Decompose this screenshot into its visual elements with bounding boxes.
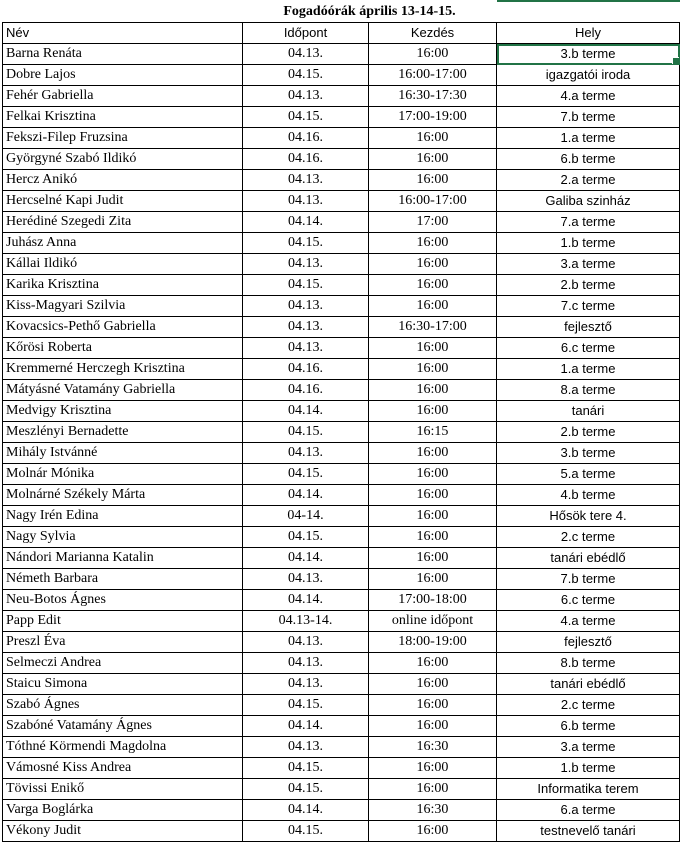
cell-date[interactable]: 04.13. xyxy=(243,443,369,464)
cell-place[interactable]: 8.b terme xyxy=(497,653,680,674)
cell-place[interactable]: 4.b terme xyxy=(497,485,680,506)
cell-date[interactable]: 04.16. xyxy=(243,359,369,380)
cell-place[interactable]: Hősök tere 4. xyxy=(497,506,680,527)
cell-date[interactable]: 04.15. xyxy=(243,107,369,128)
cell-start[interactable]: 16:00 xyxy=(369,254,497,275)
table-row xyxy=(3,506,680,527)
cell-start[interactable]: 16:00 xyxy=(369,548,497,569)
cell-date[interactable]: 04.15. xyxy=(243,527,369,548)
cell-name[interactable]: Hercselné Kapi Judit xyxy=(3,191,243,212)
cell-place[interactable]: 2.c terme xyxy=(497,695,680,716)
table-row xyxy=(3,758,680,779)
cell-start[interactable]: 16:15 xyxy=(369,422,497,443)
cell-place[interactable]: 2.b terme xyxy=(497,422,680,443)
table-row xyxy=(3,65,680,86)
table-row xyxy=(3,632,680,653)
table-row xyxy=(3,443,680,464)
cell-place[interactable]: Galiba szinház xyxy=(497,191,680,212)
cell-date[interactable]: 04-14. xyxy=(243,506,369,527)
cell-date[interactable]: 04.13. xyxy=(243,653,369,674)
cell-place[interactable]: 3.a terme xyxy=(497,254,680,275)
cell-date[interactable]: 04.14. xyxy=(243,716,369,737)
spreadsheet-grid xyxy=(2,2,680,842)
cell-date[interactable]: 04.15. xyxy=(243,821,369,842)
table-row xyxy=(3,254,680,275)
table-row xyxy=(3,380,680,401)
cell-name[interactable]: Nagy Sylvia xyxy=(3,527,243,548)
table-row xyxy=(3,233,680,254)
cell-start[interactable]: 16:00 xyxy=(369,149,497,170)
table-row xyxy=(3,44,680,65)
cell-start[interactable]: 16:00 xyxy=(369,44,497,65)
cell-start[interactable]: 16:00 xyxy=(369,275,497,296)
cell-date[interactable]: 04.13. xyxy=(243,737,369,758)
cell-date[interactable]: 04.15. xyxy=(243,779,369,800)
cell-date[interactable]: 04.13. xyxy=(243,317,369,338)
cell-name[interactable]: Preszl Éva xyxy=(3,632,243,653)
table-row xyxy=(3,590,680,611)
cell-start[interactable]: 16:00 xyxy=(369,695,497,716)
cell-date[interactable]: 04.15. xyxy=(243,695,369,716)
cell-date[interactable]: 04.13. xyxy=(243,170,369,191)
table-row xyxy=(3,128,680,149)
cell-name[interactable]: Neu-Botos Ágnes xyxy=(3,590,243,611)
cell-start[interactable]: 16:00 xyxy=(369,653,497,674)
cell-place[interactable]: 3.b terme xyxy=(497,443,680,464)
table-row xyxy=(3,527,680,548)
cell-name[interactable]: Tóthné Körmendi Magdolna xyxy=(3,737,243,758)
table-row xyxy=(3,149,680,170)
column-header-place[interactable]: Hely xyxy=(497,23,680,44)
table-row xyxy=(3,275,680,296)
table-row xyxy=(3,191,680,212)
cell-start[interactable]: online időpont xyxy=(369,611,497,632)
cell-place[interactable]: 1.b terme xyxy=(497,758,680,779)
cell-start[interactable]: 16:30 xyxy=(369,800,497,821)
cell-place[interactable]: 6.a terme xyxy=(497,800,680,821)
table-row xyxy=(3,611,680,632)
cell-place[interactable]: 6.c terme xyxy=(497,590,680,611)
cell-name[interactable]: Felkai Krisztina xyxy=(3,107,243,128)
cell-date[interactable]: 04.14. xyxy=(243,548,369,569)
cell-name[interactable]: Varga Boglárka xyxy=(3,800,243,821)
cell-name[interactable]: Barna Renáta xyxy=(3,44,243,65)
table-row xyxy=(3,317,680,338)
cell-date[interactable]: 04.14. xyxy=(243,212,369,233)
table-row xyxy=(3,359,680,380)
cell-date[interactable]: 04.15. xyxy=(243,422,369,443)
cell-place[interactable]: 6.b terme xyxy=(497,149,680,170)
cell-name[interactable]: Mátyásné Vatamány Gabriella xyxy=(3,380,243,401)
cell-place[interactable]: tanári xyxy=(497,401,680,422)
cell-name[interactable]: Herédiné Szegedi Zita xyxy=(3,212,243,233)
table-row xyxy=(3,569,680,590)
cell-date[interactable]: 04.14. xyxy=(243,590,369,611)
cell-name[interactable]: Vékony Judit xyxy=(3,821,243,842)
cell-place[interactable]: 1.a terme xyxy=(497,359,680,380)
title-row xyxy=(3,2,680,23)
cell-name[interactable]: Fekszi-Filep Fruzsina xyxy=(3,128,243,149)
cell-date[interactable]: 04.15. xyxy=(243,464,369,485)
table-row xyxy=(3,485,680,506)
cell-name[interactable]: Nagy Irén Edina xyxy=(3,506,243,527)
fill-handle[interactable] xyxy=(672,57,680,65)
cell-name[interactable]: Dobre Lajos xyxy=(3,65,243,86)
cell-name[interactable]: Hercz Anikó xyxy=(3,170,243,191)
table-row xyxy=(3,296,680,317)
cell-start[interactable]: 16:00 xyxy=(369,401,497,422)
cell-date[interactable]: 04.14. xyxy=(243,800,369,821)
cell-name[interactable]: Mihály Istvánné xyxy=(3,443,243,464)
cell-date[interactable]: 04.13. xyxy=(243,86,369,107)
cell-place[interactable]: testnevelő tanári xyxy=(497,821,680,842)
cell-start[interactable]: 16:30 xyxy=(369,737,497,758)
cell-place[interactable]: 2.b terme xyxy=(497,275,680,296)
cell-place[interactable]: 4.a terme xyxy=(497,611,680,632)
cell-place[interactable]: 1.a terme xyxy=(497,128,680,149)
cell-place[interactable]: tanári ebédlő xyxy=(497,548,680,569)
cell-start[interactable]: 17:00-18:00 xyxy=(369,590,497,611)
cell-place[interactable]: 4.a terme xyxy=(497,86,680,107)
cell-start[interactable]: 16:00 xyxy=(369,527,497,548)
cell-place[interactable]: 3.a terme xyxy=(497,737,680,758)
cell-start[interactable]: 16:00 xyxy=(369,359,497,380)
cell-date[interactable]: 04.13. xyxy=(243,296,369,317)
cell-date[interactable]: 04.16. xyxy=(243,380,369,401)
cell-name[interactable]: Vámosné Kiss Andrea xyxy=(3,758,243,779)
cell-start[interactable]: 16:00 xyxy=(369,443,497,464)
cell-name[interactable]: Staicu Simona xyxy=(3,674,243,695)
cell-place[interactable]: 7.b terme xyxy=(497,107,680,128)
cell-start[interactable]: 16:00 xyxy=(369,674,497,695)
cell-start[interactable]: 16:00 xyxy=(369,506,497,527)
cell-name[interactable]: Medvigy Krisztina xyxy=(3,401,243,422)
cell-date[interactable]: 04.13. xyxy=(243,44,369,65)
cell-name[interactable]: Fehér Gabriella xyxy=(3,86,243,107)
table-row xyxy=(3,716,680,737)
cell-start[interactable]: 16:00 xyxy=(369,821,497,842)
cell-place[interactable]: 8.a terme xyxy=(497,380,680,401)
cell-name[interactable]: Meszlényi Bernadette xyxy=(3,422,243,443)
cell-date[interactable]: 04.13. xyxy=(243,632,369,653)
cell-name[interactable]: Selmeczi Andrea xyxy=(3,653,243,674)
cell-place[interactable]: 1.b terme xyxy=(497,233,680,254)
cell-date[interactable]: 04.13. xyxy=(243,569,369,590)
cell-name[interactable]: Molnárné Székely Márta xyxy=(3,485,243,506)
cell-name[interactable]: Kovacsics-Pethő Gabriella xyxy=(3,317,243,338)
cell-start[interactable]: 17:00-19:00 xyxy=(369,107,497,128)
cell-name[interactable]: Szabó Ágnes xyxy=(3,695,243,716)
cell-name[interactable]: Kremmerné Herczegh Krisztina xyxy=(3,359,243,380)
table-row xyxy=(3,548,680,569)
table-row xyxy=(3,737,680,758)
cell-start[interactable]: 16:00 xyxy=(369,296,497,317)
cell-start[interactable]: 18:00-19:00 xyxy=(369,632,497,653)
cell-date[interactable]: 04.13. xyxy=(243,191,369,212)
cell-start[interactable]: 16:00 xyxy=(369,779,497,800)
cell-start[interactable]: 16:30-17:00 xyxy=(369,317,497,338)
cell-start[interactable]: 16:00 xyxy=(369,128,497,149)
header-row xyxy=(3,23,680,44)
cell-name[interactable]: Németh Barbara xyxy=(3,569,243,590)
cell-place[interactable]: 5.a terme xyxy=(497,464,680,485)
cell-place[interactable]: 7.a terme xyxy=(497,212,680,233)
cell-start[interactable]: 16:00-17:00 xyxy=(369,65,497,86)
cell-place[interactable]: 6.b terme xyxy=(497,716,680,737)
cell-name[interactable]: Nándori Marianna Katalin xyxy=(3,548,243,569)
column-header-name[interactable]: Név xyxy=(3,23,243,44)
cell-start[interactable]: 16:00 xyxy=(369,170,497,191)
cell-place[interactable]: igazgatói iroda xyxy=(497,65,680,86)
cell-place[interactable]: fejlesztő xyxy=(497,632,680,653)
cell-start[interactable]: 16:00-17:00 xyxy=(369,191,497,212)
cell-start[interactable]: 16:00 xyxy=(369,485,497,506)
cell-place[interactable]: 7.c terme xyxy=(497,296,680,317)
cell-name[interactable]: Juhász Anna xyxy=(3,233,243,254)
cell-date[interactable]: 04.16. xyxy=(243,128,369,149)
table-row xyxy=(3,464,680,485)
table-row xyxy=(3,338,680,359)
cell-name[interactable]: Molnár Mónika xyxy=(3,464,243,485)
table-row xyxy=(3,653,680,674)
cell-start[interactable]: 16:00 xyxy=(369,233,497,254)
cell-date[interactable]: 04.13. xyxy=(243,338,369,359)
cell-date[interactable]: 04.15. xyxy=(243,65,369,86)
table-row xyxy=(3,422,680,443)
sheet-title[interactable]: Fogadóórák április 13-14-15. xyxy=(243,2,497,23)
table-row xyxy=(3,779,680,800)
cell-date[interactable]: 04.16. xyxy=(243,149,369,170)
table-row xyxy=(3,107,680,128)
cell-name[interactable]: Györgyné Szabó Ildikó xyxy=(3,149,243,170)
cell-place[interactable]: 6.c terme xyxy=(497,338,680,359)
cell-date[interactable]: 04.14. xyxy=(243,485,369,506)
cell-start[interactable]: 16:30-17:30 xyxy=(369,86,497,107)
cell-date[interactable]: 04.13. xyxy=(243,254,369,275)
cell-date[interactable]: 04.15. xyxy=(243,275,369,296)
cell-date[interactable]: 04.15. xyxy=(243,758,369,779)
cell-start[interactable]: 16:00 xyxy=(369,380,497,401)
table-row xyxy=(3,821,680,842)
cell-name[interactable]: Kállai Ildikó xyxy=(3,254,243,275)
selected-cell[interactable]: 3.b terme xyxy=(497,44,680,65)
cell-place[interactable]: Informatika terem xyxy=(497,779,680,800)
table-row xyxy=(3,695,680,716)
cell-name[interactable]: Szabóné Vatamány Ágnes xyxy=(3,716,243,737)
table-row xyxy=(3,86,680,107)
column-header-date[interactable]: Időpont xyxy=(243,23,369,44)
cell-start[interactable]: 16:00 xyxy=(369,758,497,779)
column-header-start[interactable]: Kezdés xyxy=(369,23,497,44)
cell-name[interactable]: Karika Krisztina xyxy=(3,275,243,296)
table-row xyxy=(3,674,680,695)
cell-start[interactable]: 17:00 xyxy=(369,212,497,233)
cell-date[interactable]: 04.14. xyxy=(243,401,369,422)
cell-name[interactable]: Kőrösi Roberta xyxy=(3,338,243,359)
cell-start[interactable]: 16:00 xyxy=(369,716,497,737)
cell-start[interactable]: 16:00 xyxy=(369,569,497,590)
cell-place[interactable]: tanári ebédlő xyxy=(497,674,680,695)
cell-start[interactable]: 16:00 xyxy=(369,464,497,485)
cell-place[interactable]: 7.b terme xyxy=(497,569,680,590)
cell-name[interactable]: Tövissi Enikő xyxy=(3,779,243,800)
table-row xyxy=(3,800,680,821)
cell-name[interactable]: Papp Edit xyxy=(3,611,243,632)
cell-start[interactable]: 16:00 xyxy=(369,338,497,359)
cell-date[interactable]: 04.15. xyxy=(243,233,369,254)
table-row xyxy=(3,401,680,422)
cell-place[interactable]: fejlesztő xyxy=(497,317,680,338)
cell-date[interactable]: 04.13-14. xyxy=(243,611,369,632)
cell-place[interactable]: 2.c terme xyxy=(497,527,680,548)
table-row xyxy=(3,212,680,233)
table-row xyxy=(3,170,680,191)
cell-place[interactable]: 2.a terme xyxy=(497,170,680,191)
cell-name[interactable]: Kiss-Magyari Szilvia xyxy=(3,296,243,317)
cell-date[interactable]: 04.13. xyxy=(243,674,369,695)
